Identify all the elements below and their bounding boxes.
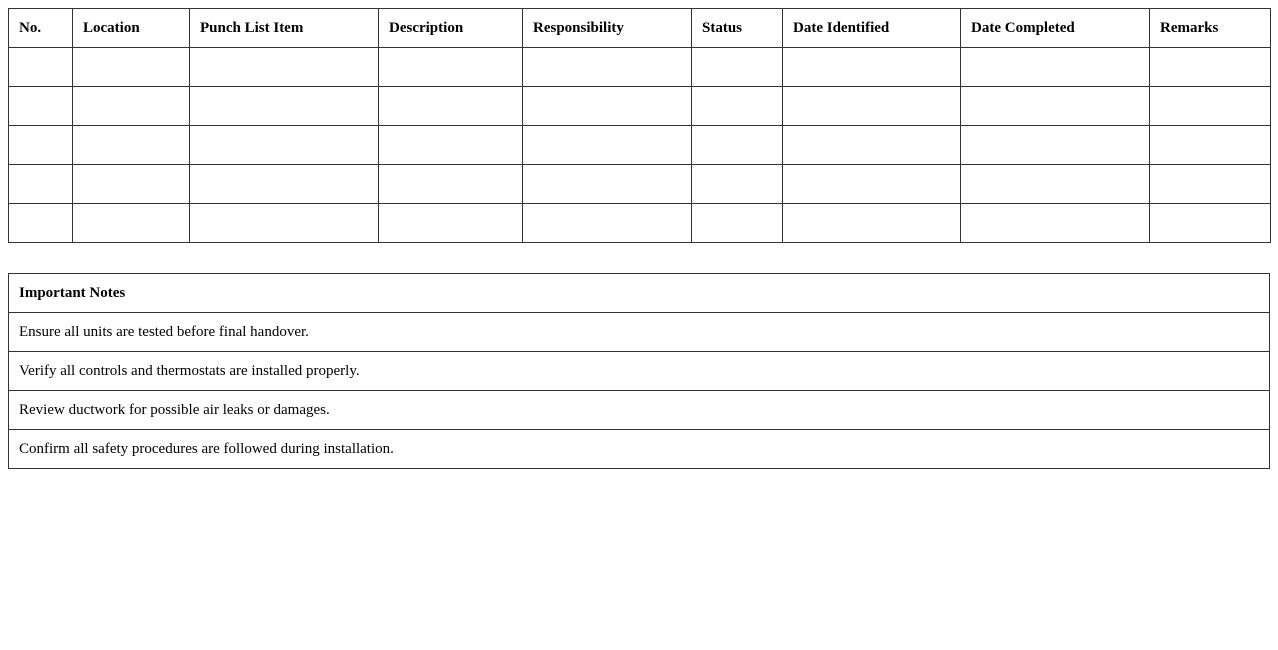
table-cell	[379, 204, 523, 243]
table-cell	[9, 48, 73, 87]
notes-header-row	[9, 274, 1270, 313]
punch-list-table	[8, 8, 1271, 243]
column-header-punch-list-item: Punch List Item	[190, 9, 379, 48]
column-header-remarks: Remarks	[1150, 9, 1271, 48]
table-cell	[73, 204, 190, 243]
table-cell	[692, 204, 783, 243]
table-cell	[692, 87, 783, 126]
note-row	[9, 313, 1270, 352]
table-cell	[379, 48, 523, 87]
table-cell	[692, 126, 783, 165]
table-cell	[190, 48, 379, 87]
table-cell	[523, 204, 692, 243]
table-cell	[9, 87, 73, 126]
table-cell	[783, 165, 961, 204]
table-cell	[1150, 48, 1271, 87]
table-cell	[190, 165, 379, 204]
table-row	[9, 126, 1271, 165]
table-cell	[379, 87, 523, 126]
table-cell	[783, 48, 961, 87]
table-cell	[783, 87, 961, 126]
table-cell	[379, 165, 523, 204]
table-cell	[783, 126, 961, 165]
table-cell	[1150, 204, 1271, 243]
table-cell	[523, 126, 692, 165]
table-cell	[1150, 87, 1271, 126]
note-item: Review ductwork for possible air leaks or damages.	[9, 391, 1270, 430]
table-cell	[73, 165, 190, 204]
table-cell	[379, 126, 523, 165]
table-cell	[523, 48, 692, 87]
table-header-row	[9, 9, 1271, 48]
table-cell	[783, 204, 961, 243]
table-cell	[73, 48, 190, 87]
table-row	[9, 165, 1271, 204]
column-header-date-completed: Date Completed	[961, 9, 1150, 48]
column-header-description: Description	[379, 9, 523, 48]
table-cell	[523, 165, 692, 204]
notes-title: Important Notes	[9, 274, 1270, 313]
note-item: Ensure all units are tested before final handover.	[9, 313, 1270, 352]
table-cell	[73, 126, 190, 165]
column-header-date-identified: Date Identified	[783, 9, 961, 48]
note-item: Verify all controls and thermostats are installed properly.	[9, 352, 1270, 391]
table-cell	[190, 87, 379, 126]
table-row	[9, 48, 1271, 87]
table-cell	[9, 204, 73, 243]
table-cell	[9, 126, 73, 165]
table-cell	[190, 126, 379, 165]
note-row	[9, 430, 1270, 469]
table-cell	[692, 48, 783, 87]
column-header-responsibility: Responsibility	[523, 9, 692, 48]
table-cell	[961, 87, 1150, 126]
table-cell	[523, 87, 692, 126]
table-cell	[692, 165, 783, 204]
table-cell	[961, 48, 1150, 87]
table-row	[9, 87, 1271, 126]
table-row	[9, 204, 1271, 243]
column-header-status: Status	[692, 9, 783, 48]
table-cell	[961, 204, 1150, 243]
table-cell	[9, 165, 73, 204]
note-item: Confirm all safety procedures are followed during installation.	[9, 430, 1270, 469]
table-cell	[961, 165, 1150, 204]
column-header-no: No.	[9, 9, 73, 48]
note-row	[9, 391, 1270, 430]
important-notes-table	[8, 273, 1270, 469]
table-cell	[1150, 126, 1271, 165]
table-cell	[1150, 165, 1271, 204]
note-row	[9, 352, 1270, 391]
column-header-location: Location	[73, 9, 190, 48]
table-cell	[961, 126, 1150, 165]
table-cell	[190, 204, 379, 243]
table-cell	[73, 87, 190, 126]
